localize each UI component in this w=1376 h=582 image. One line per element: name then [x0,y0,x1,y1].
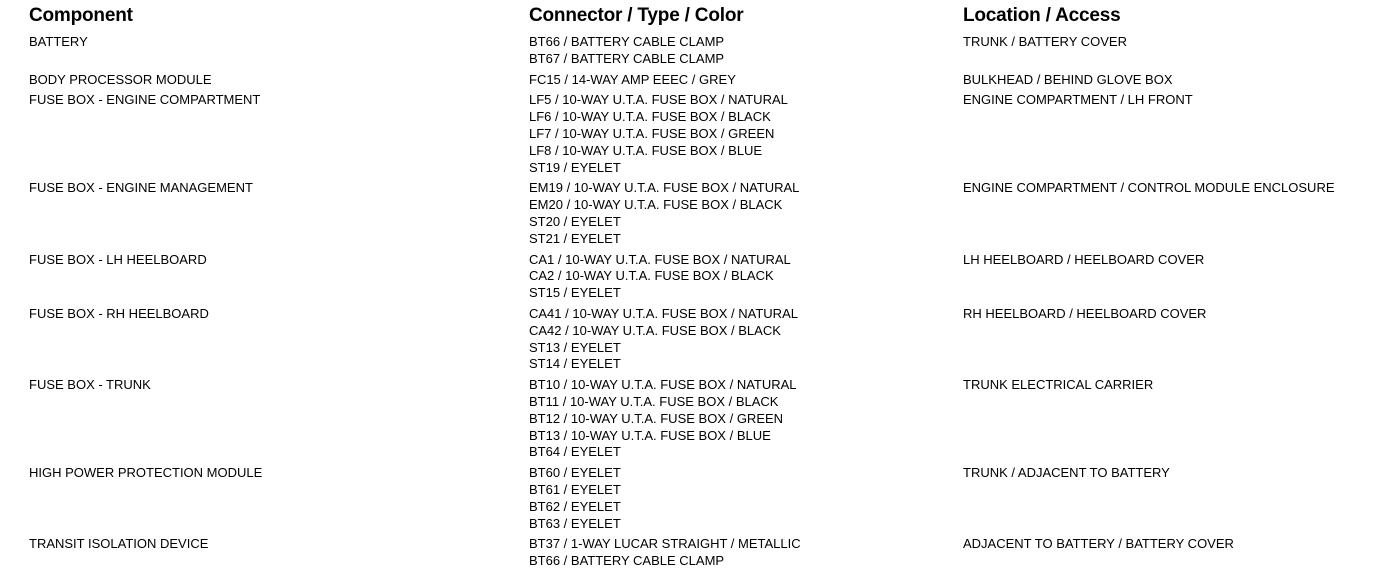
table-row [29,306,1369,377]
connector-entry: CA2 / 10-WAY U.T.A. FUSE BOX / BLACK [529,268,774,284]
connector-entry: CA42 / 10-WAY U.T.A. FUSE BOX / BLACK [529,322,781,338]
connector-entry: ST15 / EYELET [529,285,621,301]
component-name: FUSE BOX - ENGINE MANAGEMENT [29,180,253,196]
location-access: TRUNK ELECTRICAL CARRIER [963,377,1154,393]
connector-entry: BT60 / EYELET [529,465,621,481]
connector-entry: ST13 / EYELET [529,339,621,355]
connector-entry: ST19 / EYELET [529,159,621,175]
location-access: TRUNK / ADJACENT TO BATTERY [963,465,1170,481]
connector-entry: LF7 / 10-WAY U.T.A. FUSE BOX / GREEN [529,125,775,141]
component-name: FUSE BOX - RH HEELBOARD [29,305,209,321]
location-access: ADJACENT TO BATTERY / BATTERY COVER [963,536,1234,552]
component-name: TRANSIT ISOLATION DEVICE [29,536,209,552]
location-access: LH HEELBOARD / HEELBOARD COVER [963,251,1205,267]
connector-entry: LF6 / 10-WAY U.T.A. FUSE BOX / BLACK [529,109,771,125]
table-row [29,92,1369,180]
component-name: FUSE BOX - LH HEELBOARD [29,251,207,267]
connector-entry: BT63 / EYELET [529,515,621,531]
component-name: FUSE BOX - ENGINE COMPARTMENT [29,92,261,108]
connector-entry: CA1 / 10-WAY U.T.A. FUSE BOX / NATURAL [529,251,791,267]
connector-list [529,377,1369,461]
connector-entry: ST20 / EYELET [529,213,621,229]
location-access: BULKHEAD / BEHIND GLOVE BOX [963,71,1173,87]
connector-entry: BT61 / EYELET [529,481,621,497]
connector-entry: LF5 / 10-WAY U.T.A. FUSE BOX / NATURAL [529,92,788,108]
table-row [29,465,1369,536]
table-row [29,536,1369,574]
connector-entry: BT66 / BATTERY CABLE CLAMP [529,34,725,49]
connector-entry: BT67 / BATTERY CABLE CLAMP [529,50,725,66]
connector-list [529,34,1369,68]
table-row [29,377,1369,465]
table-row [29,180,1369,251]
component-name: BODY PROCESSOR MODULE [29,71,212,87]
location-access: RH HEELBOARD / HEELBOARD COVER [963,305,1207,321]
connector-entry: CA41 / 10-WAY U.T.A. FUSE BOX / NATURAL [529,305,798,321]
connector-table [29,0,1369,574]
table-row [29,34,1369,72]
component-name: HIGH POWER PROTECTION MODULE [29,465,263,481]
table-row [29,252,1369,306]
connector-entry: FC15 / 14-WAY AMP EEEC / GREY [529,71,736,87]
connector-entry: BT64 / EYELET [529,444,621,460]
connector-list [529,252,1369,302]
connector-entry: BT13 / 10-WAY U.T.A. FUSE BOX / BLUE [529,427,771,443]
table-body [29,34,1369,574]
connector-list [529,536,1369,570]
location-access: TRUNK / BATTERY COVER [963,34,1127,49]
connector-list [529,72,1369,89]
table-row [29,72,1369,93]
location-access: ENGINE COMPARTMENT / LH FRONT [963,92,1193,108]
connector-entry: BT12 / 10-WAY U.T.A. FUSE BOX / GREEN [529,410,784,426]
connector-entry: EM20 / 10-WAY U.T.A. FUSE BOX / BLACK [529,197,783,213]
connector-entry: LF8 / 10-WAY U.T.A. FUSE BOX / BLUE [529,142,763,158]
location-access: ENGINE COMPARTMENT / CONTROL MODULE ENCLOSURE [963,180,1335,196]
connector-entry: BT66 / BATTERY CABLE CLAMP [529,553,725,569]
connector-entry: BT10 / 10-WAY U.T.A. FUSE BOX / NATURAL [529,377,797,393]
connector-entry: BT11 / 10-WAY U.T.A. FUSE BOX / BLACK [529,393,779,409]
connector-entry: BT37 / 1-WAY LUCAR STRAIGHT / METALLIC [529,536,801,552]
connector-list [529,306,1369,373]
connector-list [529,465,1369,532]
connector-entry: ST14 / EYELET [529,356,621,372]
connector-list [529,180,1369,247]
connector-entry: ST21 / EYELET [529,230,621,246]
header-location: Location / Access [963,5,1121,26]
header-connector: Connector / Type / Color [529,5,744,26]
component-name: BATTERY [29,34,88,49]
connector-list [529,92,1369,176]
table-header [29,0,1369,34]
component-name: FUSE BOX - TRUNK [29,377,151,393]
connector-entry: EM19 / 10-WAY U.T.A. FUSE BOX / NATURAL [529,180,800,196]
header-component: Component [29,5,133,26]
connector-entry: BT62 / EYELET [529,498,621,514]
